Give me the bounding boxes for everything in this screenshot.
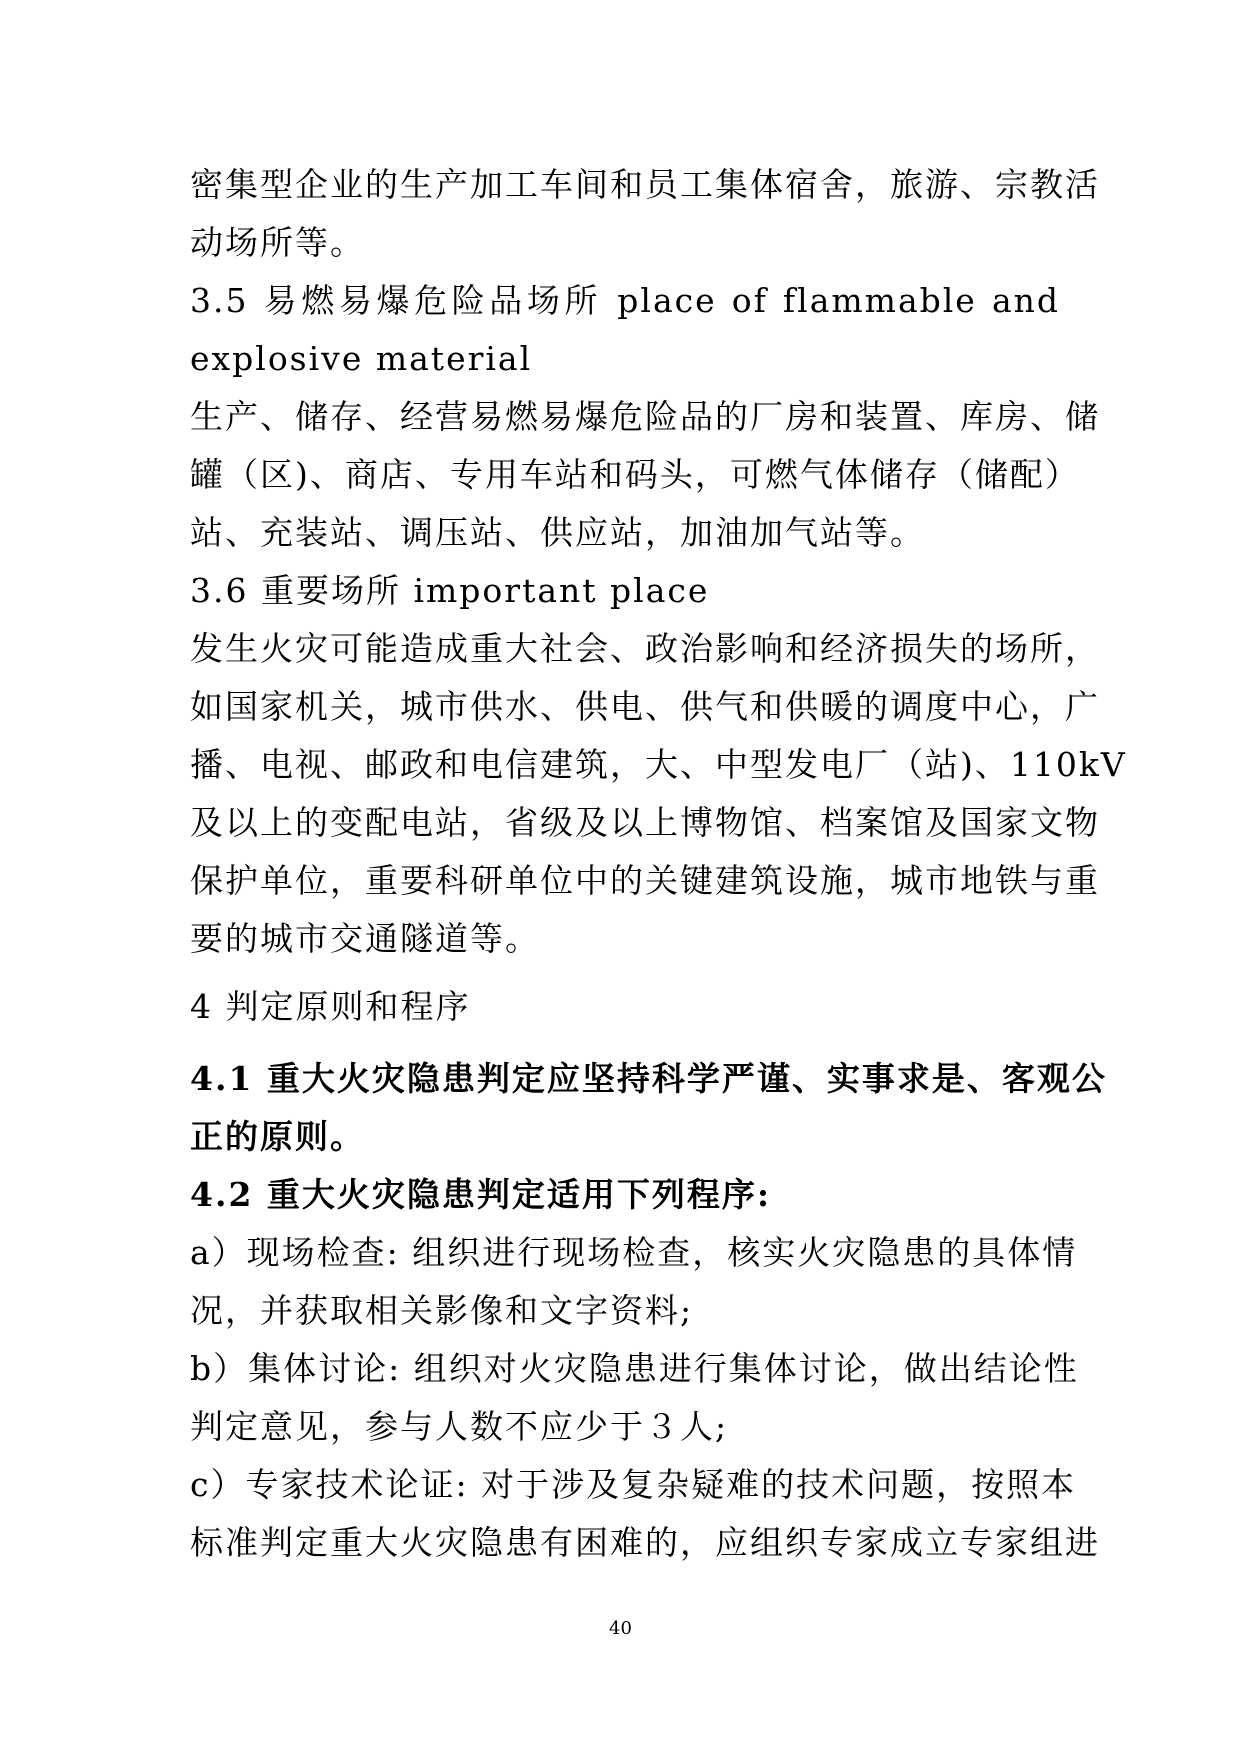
list-item-a: a）现场检查: 组织进行现场检查，核实火灾隐患的具体情 [190,1233,1078,1272]
body-line: 站、充装站、调压站、供应站，加油加气站等。 [190,513,925,552]
body-line: 要的城市交通隧道等。 [190,919,540,958]
body-line: 密集型企业的生产加工车间和员工集体宿舍，旅游、宗教活 [190,165,1100,204]
list-item-b-cont: 判定意见，参与人数不应少于３人; [190,1407,729,1446]
list-item-c-cont: 标准判定重大火灾隐患有困难的，应组织专家成立专家组进 [190,1523,1100,1562]
clause-4-1-cont: 正的原则。 [190,1117,365,1156]
list-item-c: c）专家技术论证: 对于涉及复杂疑难的技术问题，按照本 [190,1465,1077,1504]
clause-4-1: 4.1 重大火灾隐患判定应坚持科学严谨、实事求是、客观公 [190,1059,1107,1098]
section-heading-4: 4 判定原则和程序 [190,987,471,1026]
page-content [190,156,1127,1572]
body-line: 生产、储存、经营易燃易爆危险品的厂房和装置、库房、储 [190,397,1100,436]
body-line: 动场所等。 [190,223,365,262]
list-item-b: b）集体讨论: 组织对火灾隐患进行集体讨论，做出结论性 [190,1349,1079,1388]
body-line: 罐（区)、商店、专用车站和码头，可燃气体储存（储配） [190,455,1080,494]
section-heading-3-5: 3.5 易燃易爆危险品场所 place of flammable and [190,281,1060,320]
section-heading-3-5-cont: explosive material [190,339,533,378]
body-line: 发生火灾可能造成重大社会、政治影响和经济损失的场所， [190,629,1100,668]
body-line: 保护单位，重要科研单位中的关键建筑设施，城市地铁与重 [190,861,1100,900]
clause-4-2: 4.2 重大火灾隐患判定适用下列程序: [190,1175,772,1214]
page-number: 40 [609,1618,632,1639]
section-heading-3-6: 3.6 重要场所 important place [190,571,710,610]
body-line: 如国家机关，城市供水、供电、供气和供暖的调度中心，广 [190,687,1100,726]
body-line: 播、电视、邮政和电信建筑，大、中型发电厂（站)、110kV [190,745,1127,784]
body-line: 及以上的变配电站，省级及以上博物馆、档案馆及国家文物 [190,803,1100,842]
list-item-a-cont: 况，并获取相关影像和文字资料; [190,1291,694,1330]
